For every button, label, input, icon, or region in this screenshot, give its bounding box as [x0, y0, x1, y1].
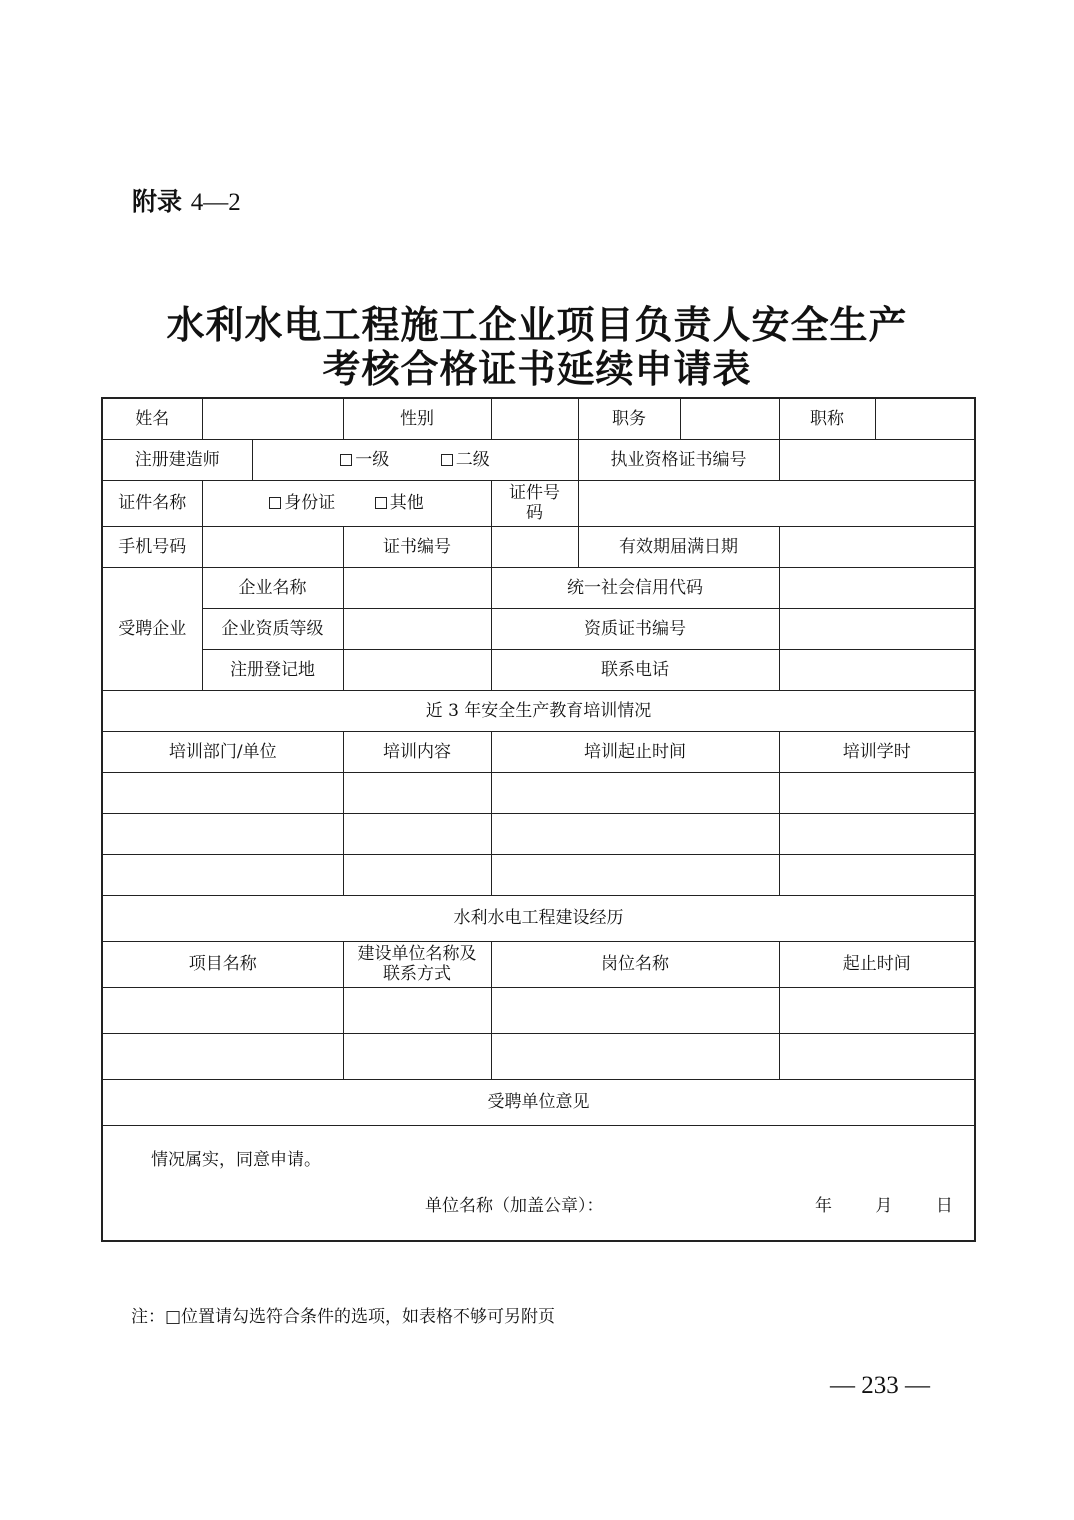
month-label: 月 — [875, 1195, 893, 1216]
level2-option[interactable] — [441, 450, 490, 470]
registered-builder-label: 注册建造师 — [102, 439, 252, 480]
expiry-date-field[interactable] — [779, 526, 975, 567]
gender-field[interactable] — [491, 398, 578, 439]
contact-phone-field[interactable] — [779, 649, 975, 690]
expiry-date-label: 有效期届满日期 — [578, 526, 779, 567]
opinion-section-title: 受聘单位意见 — [102, 1079, 975, 1125]
training-header-dept: 培训部门/单位 — [102, 731, 343, 772]
other-id-option[interactable] — [375, 493, 424, 513]
year-label: 年 — [815, 1195, 832, 1216]
training-dept-cell[interactable] — [102, 772, 343, 813]
training-header-content: 培训内容 — [343, 731, 491, 772]
experience-owner-cell[interactable] — [343, 1033, 491, 1079]
experience-header-post: 岗位名称 — [491, 941, 779, 987]
form-title-line2: 考核合格证书延续申请表 — [322, 347, 752, 391]
qualification-cert-no-label: 执业资格证书编号 — [578, 439, 779, 480]
position-label: 职务 — [578, 398, 680, 439]
name-field[interactable] — [202, 398, 343, 439]
job-title-label: 职称 — [779, 398, 875, 439]
experience-post-cell[interactable] — [491, 987, 779, 1033]
experience-post-cell[interactable] — [491, 1033, 779, 1079]
training-hours-cell[interactable] — [779, 772, 975, 813]
cert-no-field[interactable] — [491, 526, 578, 567]
registration-place-field[interactable] — [343, 649, 491, 690]
id-type-label: 证件名称 — [102, 480, 202, 526]
training-row — [102, 772, 975, 813]
appendix-number: 4—2 — [190, 189, 241, 216]
level2-checkbox[interactable] — [441, 454, 453, 466]
training-period-cell[interactable] — [491, 813, 779, 854]
qualification-grade-label: 企业资质等级 — [202, 608, 343, 649]
experience-period-cell[interactable] — [779, 987, 975, 1033]
training-content-cell[interactable] — [343, 854, 491, 895]
training-content-cell[interactable] — [343, 813, 491, 854]
id-type-options — [202, 480, 491, 526]
training-hours-cell[interactable] — [779, 854, 975, 895]
experience-owner-cell[interactable] — [343, 987, 491, 1033]
employer-label: 受聘企业 — [102, 567, 202, 690]
training-period-cell[interactable] — [491, 772, 779, 813]
contact-phone-label: 联系电话 — [491, 649, 779, 690]
registration-place-label: 注册登记地 — [202, 649, 343, 690]
stamp-label: 单位名称（加盖公章）： — [425, 1195, 604, 1216]
id-card-label: 身份证 — [284, 493, 336, 513]
training-dept-cell[interactable] — [102, 854, 343, 895]
level2-label: 二级 — [455, 449, 490, 470]
credit-code-field[interactable] — [779, 567, 975, 608]
gender-label: 性别 — [343, 398, 491, 439]
position-field[interactable] — [680, 398, 779, 439]
experience-row — [102, 987, 975, 1033]
day-label: 日 — [935, 1195, 953, 1216]
company-name-field[interactable] — [343, 567, 491, 608]
level1-checkbox[interactable] — [340, 454, 352, 466]
opinion-text: 情况属实，同意申请。 — [151, 1149, 321, 1170]
id-card-option[interactable] — [269, 493, 335, 513]
company-name-label: 企业名称 — [202, 567, 343, 608]
experience-project-cell[interactable] — [102, 1033, 343, 1079]
training-header-hours: 培训学时 — [779, 731, 975, 772]
other-id-label: 其他 — [389, 493, 424, 513]
opinion-cell[interactable] — [102, 1125, 975, 1241]
phone-field[interactable] — [202, 526, 343, 567]
date-line — [815, 1196, 953, 1216]
level1-label: 一级 — [355, 449, 390, 470]
phone-label: 手机号码 — [102, 526, 202, 567]
training-period-cell[interactable] — [491, 854, 779, 895]
training-section-title: 近 3 年安全生产教育培训情况 — [102, 690, 975, 731]
appendix-label — [132, 182, 241, 218]
level1-option[interactable] — [340, 450, 389, 470]
other-id-checkbox[interactable] — [375, 497, 387, 509]
experience-header-period: 起止时间 — [779, 941, 975, 987]
job-title-field[interactable] — [875, 398, 975, 439]
cert-no-label: 证书编号 — [343, 526, 491, 567]
builder-level-options — [252, 439, 578, 480]
qualification-cert-label: 资质证书编号 — [491, 608, 779, 649]
id-number-label: 证件号码 — [491, 480, 578, 526]
name-label: 姓名 — [102, 398, 202, 439]
training-content-cell[interactable] — [343, 772, 491, 813]
training-header-period: 培训起止时间 — [491, 731, 779, 772]
application-form-table — [101, 397, 976, 1242]
training-row — [102, 813, 975, 854]
experience-period-cell[interactable] — [779, 1033, 975, 1079]
credit-code-label: 统一社会信用代码 — [491, 567, 779, 608]
qualification-cert-no-field[interactable] — [779, 439, 975, 480]
form-title-line1: 水利水电工程施工企业项目负责人安全生产 — [166, 303, 908, 347]
appendix-word: 附录 — [132, 187, 183, 216]
experience-project-cell[interactable] — [102, 987, 343, 1033]
training-hours-cell[interactable] — [779, 813, 975, 854]
qualification-cert-field[interactable] — [779, 608, 975, 649]
footnote: 注：□位置请勾选符合条件的选项，如表格不够可另附页 — [131, 1307, 556, 1327]
page-number: — 233 — — [830, 1372, 930, 1399]
id-number-field[interactable] — [578, 480, 975, 526]
training-dept-cell[interactable] — [102, 813, 343, 854]
experience-section-title: 水利水电工程建设经历 — [102, 895, 975, 941]
id-card-checkbox[interactable] — [269, 497, 281, 509]
training-row — [102, 854, 975, 895]
experience-header-owner: 建设单位名称及联系方式 — [343, 941, 491, 987]
experience-row — [102, 1033, 975, 1079]
qualification-grade-field[interactable] — [343, 608, 491, 649]
experience-header-project: 项目名称 — [102, 941, 343, 987]
